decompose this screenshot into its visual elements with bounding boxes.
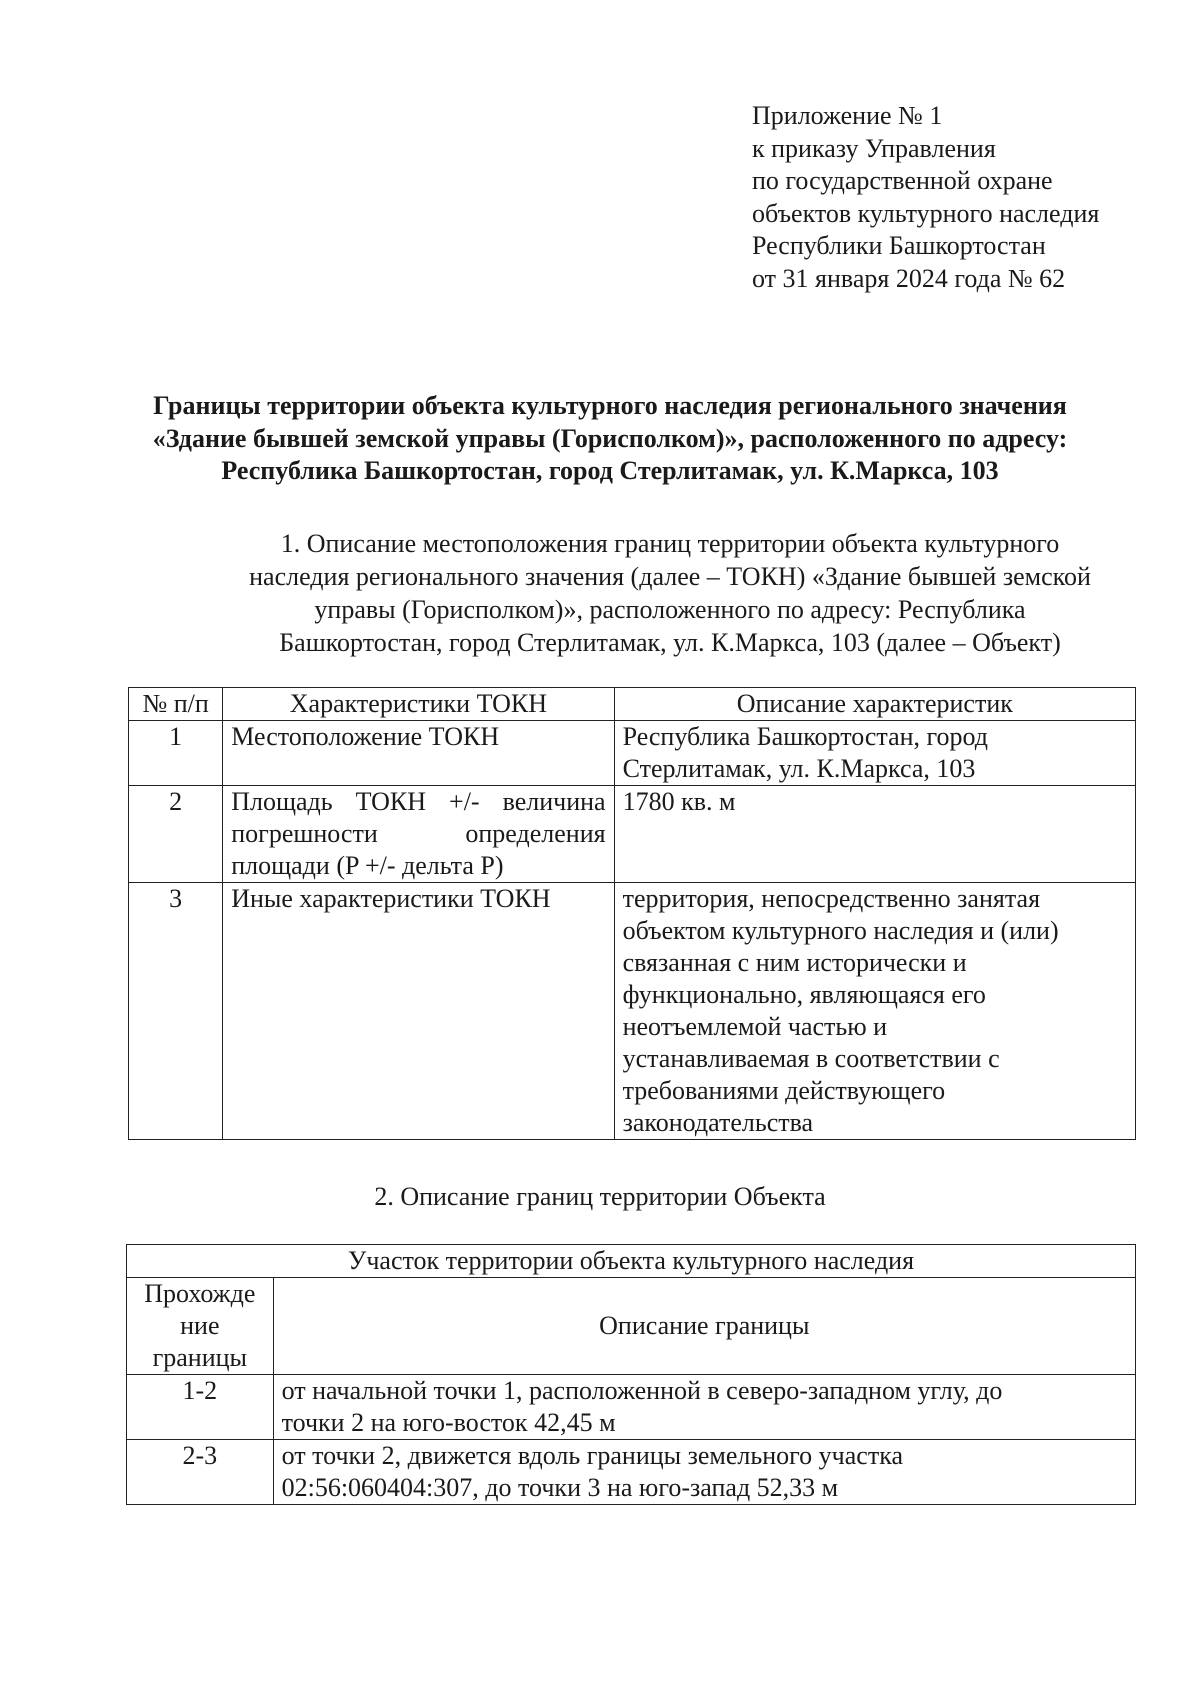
row-segment: 1-2 (127, 1375, 274, 1440)
row-characteristic: Иные характеристики ТОКН (223, 883, 614, 1140)
description-line: требованиями действующего (622, 1076, 946, 1105)
table-row (127, 1375, 1136, 1440)
appendix-line: Приложение № 1 (752, 101, 943, 130)
section-1-line: 1. Описание местоположения границ территории объекта культурного (280, 529, 1060, 558)
description-line: законодательства (622, 1108, 814, 1137)
table-caption-row (127, 1245, 1136, 1278)
appendix-line: объектов культурного наследия (752, 198, 1100, 228)
table-row (129, 721, 1136, 786)
header-line: границы (152, 1343, 248, 1372)
header-cell-characteristic: Характеристики ТОКН (223, 688, 614, 721)
description-line: территория, непосредственно занятая (622, 884, 1041, 913)
table-row (129, 883, 1136, 1140)
description-line: 1780 кв. м (622, 787, 736, 816)
table-header-row (127, 1278, 1136, 1375)
row-number: 2 (129, 786, 223, 883)
description-line: от точки 2, движется вдоль границы земельного участка (281, 1441, 903, 1470)
description-line: 02:56:060404:307, до точки 3 на юго-запад 52,33 м (281, 1473, 839, 1502)
section-1-heading (200, 527, 1140, 659)
row-boundary-description (273, 1440, 1135, 1505)
boundary-table (126, 1244, 1136, 1505)
title-line: Границы территории объекта культурного наследия регионального значения (153, 391, 1067, 420)
row-segment: 2-3 (127, 1440, 274, 1505)
appendix-line: Республики Башкортостан (752, 231, 1046, 261)
title-line: «Здание бывшей земской управы (Горисполком)», расположенного по адресу: (152, 423, 1068, 453)
description-line: функционально, являющаяся его (622, 980, 986, 1009)
description-line: от начальной точки 1, расположенной в северо-западном углу, до (281, 1376, 1003, 1405)
header-line: Прохожде (144, 1279, 256, 1308)
description-line: Стерлитамак, ул. К.Маркса, 103 (622, 754, 976, 783)
section-1-line: наследия регионального значения (далее – ТОКН) «Здание бывшей земской (249, 562, 1091, 591)
section-1-line: управы (Горисполком)», расположенного по адресу: Республика (314, 595, 1026, 624)
table-caption: Участок территории объекта культурного наследия (127, 1245, 1136, 1278)
description-line: неотъемлемой частью и (622, 1012, 888, 1041)
document-title (110, 390, 1110, 488)
table-header-row (129, 688, 1136, 721)
appendix-line: от 31 января 2024 года № 62 (752, 263, 1066, 293)
row-description (614, 786, 1135, 883)
description-line: объектом культурного наследия и (или) (622, 916, 1059, 945)
row-description (614, 883, 1135, 1140)
appendix-line: к приказу Управления (752, 133, 996, 163)
header-cell-boundary-description: Описание границы (273, 1278, 1135, 1375)
section-1-line: Башкортостан, город Стерлитамак, ул. К.Маркса, 103 (далее – Объект) (279, 628, 1061, 657)
description-line: Республика Башкортостан, город (622, 722, 989, 751)
table-row (127, 1440, 1136, 1505)
header-cell-description: Описание характеристик (614, 688, 1135, 721)
header-cell-segment (127, 1278, 274, 1375)
row-number: 3 (129, 883, 223, 1140)
row-characteristic: Местоположение ТОКН (223, 721, 614, 786)
section-2-heading: 2. Описание границ территории Объекта (374, 1182, 826, 1211)
row-boundary-description (273, 1375, 1135, 1440)
row-characteristic: Площадь ТОКН +/- величина погрешности определения площади (P +/- дельта P) (223, 786, 614, 883)
characteristics-table (128, 687, 1136, 1140)
description-line: связанная с ним исторически и (622, 948, 967, 977)
header-line: ние (180, 1311, 220, 1340)
row-description (614, 721, 1135, 786)
appendix-block (752, 100, 1099, 296)
title-line: Республика Башкортостан, город Стерлитамак, ул. К.Маркса, 103 (221, 456, 999, 485)
appendix-line: по государственной охране (752, 166, 1053, 196)
header-cell-number: № п/п (129, 688, 223, 721)
row-number: 1 (129, 721, 223, 786)
description-line: устанавливаемая в соответствии с (622, 1044, 1000, 1073)
table-row (129, 786, 1136, 883)
description-line: точки 2 на юго-восток 42,45 м (281, 1408, 616, 1437)
